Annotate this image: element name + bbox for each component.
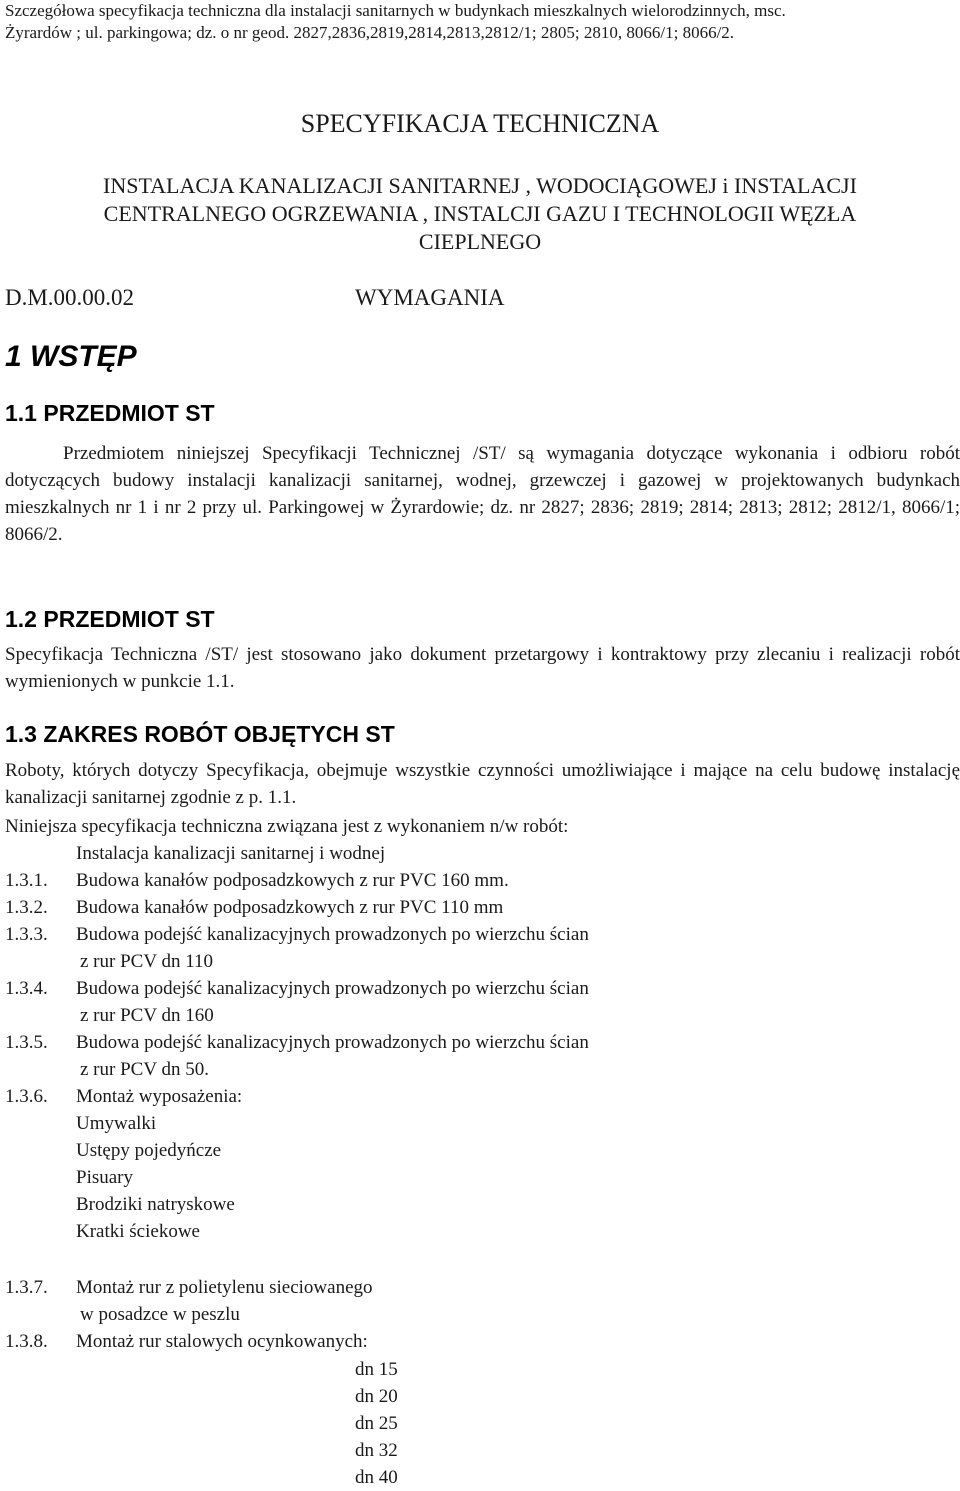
- diameter-item: dn 40: [355, 1467, 398, 1488]
- section-heading-1-1: 1.1 PRZEDMIOT ST: [5, 400, 215, 426]
- document-code: D.M.00.00.02: [5, 285, 135, 310]
- item-continuation: z rur PCV dn 160: [80, 1005, 214, 1026]
- diameter-item: dn 20: [355, 1386, 398, 1407]
- item-text: Budowa kanałów podposadzkowych z rur PVC 110 mm: [76, 897, 504, 918]
- item-text: Montaż rur z polietylenu sieciowanego: [76, 1277, 373, 1298]
- item-text: Budowa podejść kanalizacyjnych prowadzonych po wierzchu ścian: [76, 1032, 589, 1053]
- diameter-item: dn 32: [355, 1440, 398, 1461]
- section-heading-1-3: 1.3 ZAKRES ROBÓT OBJĘTYCH ST: [5, 721, 395, 747]
- item-number: 1.3.6.: [5, 1086, 48, 1107]
- item-text: Budowa podejść kanalizacyjnych prowadzonych po wierzchu ścian: [76, 924, 589, 945]
- header-line-1: Szczegółowa specyfikacja techniczna dla instalacji sanitarnych w budynkach mieszkalnych wielorodzinnych, msc.: [5, 1, 786, 20]
- subtitle-line-3: CIEPLNEGO: [418, 229, 542, 254]
- item-number: 1.3.1.: [5, 870, 48, 891]
- requirements-title: WYMAGANIA: [355, 285, 505, 310]
- works-intro: Niniejsza specyfikacja techniczna związana jest z wykonaniem n/w robót:: [5, 816, 569, 837]
- subtitle-line-1: INSTALACJA KANALIZACJI SANITARNEJ , WODOCIĄGOWEJ i INSTALACJI: [103, 173, 857, 198]
- section-1-2-text: Specyfikacja Techniczna /ST/ jest stosowano jako dokument przetargowy i kontraktowy przy zlecaniu i realizacji robót wymienionych w punkcie 1.1.: [5, 644, 960, 692]
- equipment-item: Brodziki natryskowe: [76, 1194, 235, 1215]
- works-group: Instalacja kanalizacji sanitarnej i wodnej: [76, 843, 386, 864]
- item-text: Budowa kanałów podposadzkowych z rur PVC 160 mm.: [76, 870, 509, 891]
- section-1-1-text: Przedmiotem niniejszej Specyfikacji Technicznej /ST/ są wymagania dotyczące wykonania i odbioru robót dotyczących budowy instalacji kanalizacji sanitarnej, wodnej, grzewczej i gazowej w projektowanych budynkach mieszkalnych nr 1 i nr 2 przy ul. Parkingowej w Żyrardowie; dz. nr 2827; 2836; 2819; 2814; 2813; 2812; 2812/1, 8066/1; 8066/2.: [5, 443, 960, 545]
- item-text: Montaż rur stalowych ocynkowanych:: [76, 1331, 368, 1352]
- equipment-item: Kratki ściekowe: [76, 1221, 200, 1242]
- item-number: 1.3.5.: [5, 1032, 48, 1053]
- document-title: SPECYFIKACJA TECHNICZNA: [300, 109, 660, 138]
- equipment-item: Ustępy pojedyńcze: [76, 1140, 222, 1161]
- diameter-item: dn 25: [355, 1413, 398, 1434]
- section-heading-1-2: 1.2 PRZEDMIOT ST: [5, 606, 215, 632]
- item-number: 1.3.3.: [5, 924, 48, 945]
- item-number: 1.3.7.: [5, 1277, 48, 1298]
- running-header: [5, 0, 786, 44]
- item-continuation: z rur PCV dn 50.: [80, 1059, 209, 1080]
- item-continuation: w posadzce w peszlu: [80, 1304, 240, 1325]
- item-number: 1.3.4.: [5, 978, 48, 999]
- item-continuation: z rur PCV dn 110: [80, 951, 213, 972]
- subtitle-line-2: CENTRALNEGO OGRZEWANIA , INSTALCJI GAZU I TECHNOLOGII WĘZŁA: [103, 201, 857, 226]
- item-number: 1.3.8.: [5, 1331, 48, 1352]
- diameter-item: dn 15: [355, 1359, 398, 1380]
- equipment-item: Pisuary: [76, 1167, 133, 1188]
- item-text: Montaż wyposażenia:: [76, 1086, 243, 1107]
- equipment-item: Umywalki: [76, 1113, 157, 1134]
- section-heading-1: 1 WSTĘP: [5, 340, 137, 373]
- section-1-3-text: Roboty, których dotyczy Specyfikacja, obejmuje wszystkie czynności umożliwiające i mające na celu budowę instalację kanalizacji sanitarnej zgodnie z p. 1.1.: [5, 760, 960, 808]
- item-number: 1.3.2.: [5, 897, 48, 918]
- document-subtitle: [0, 172, 960, 256]
- item-text: Budowa podejść kanalizacyjnych prowadzonych po wierzchu ścian: [76, 978, 589, 999]
- header-line-2: Żyrardów ; ul. parkingowa; dz. o nr geod. 2827,2836,2819,2814,2813,2812/1; 2805; 2810, 8066/1; 8066/2.: [5, 23, 735, 42]
